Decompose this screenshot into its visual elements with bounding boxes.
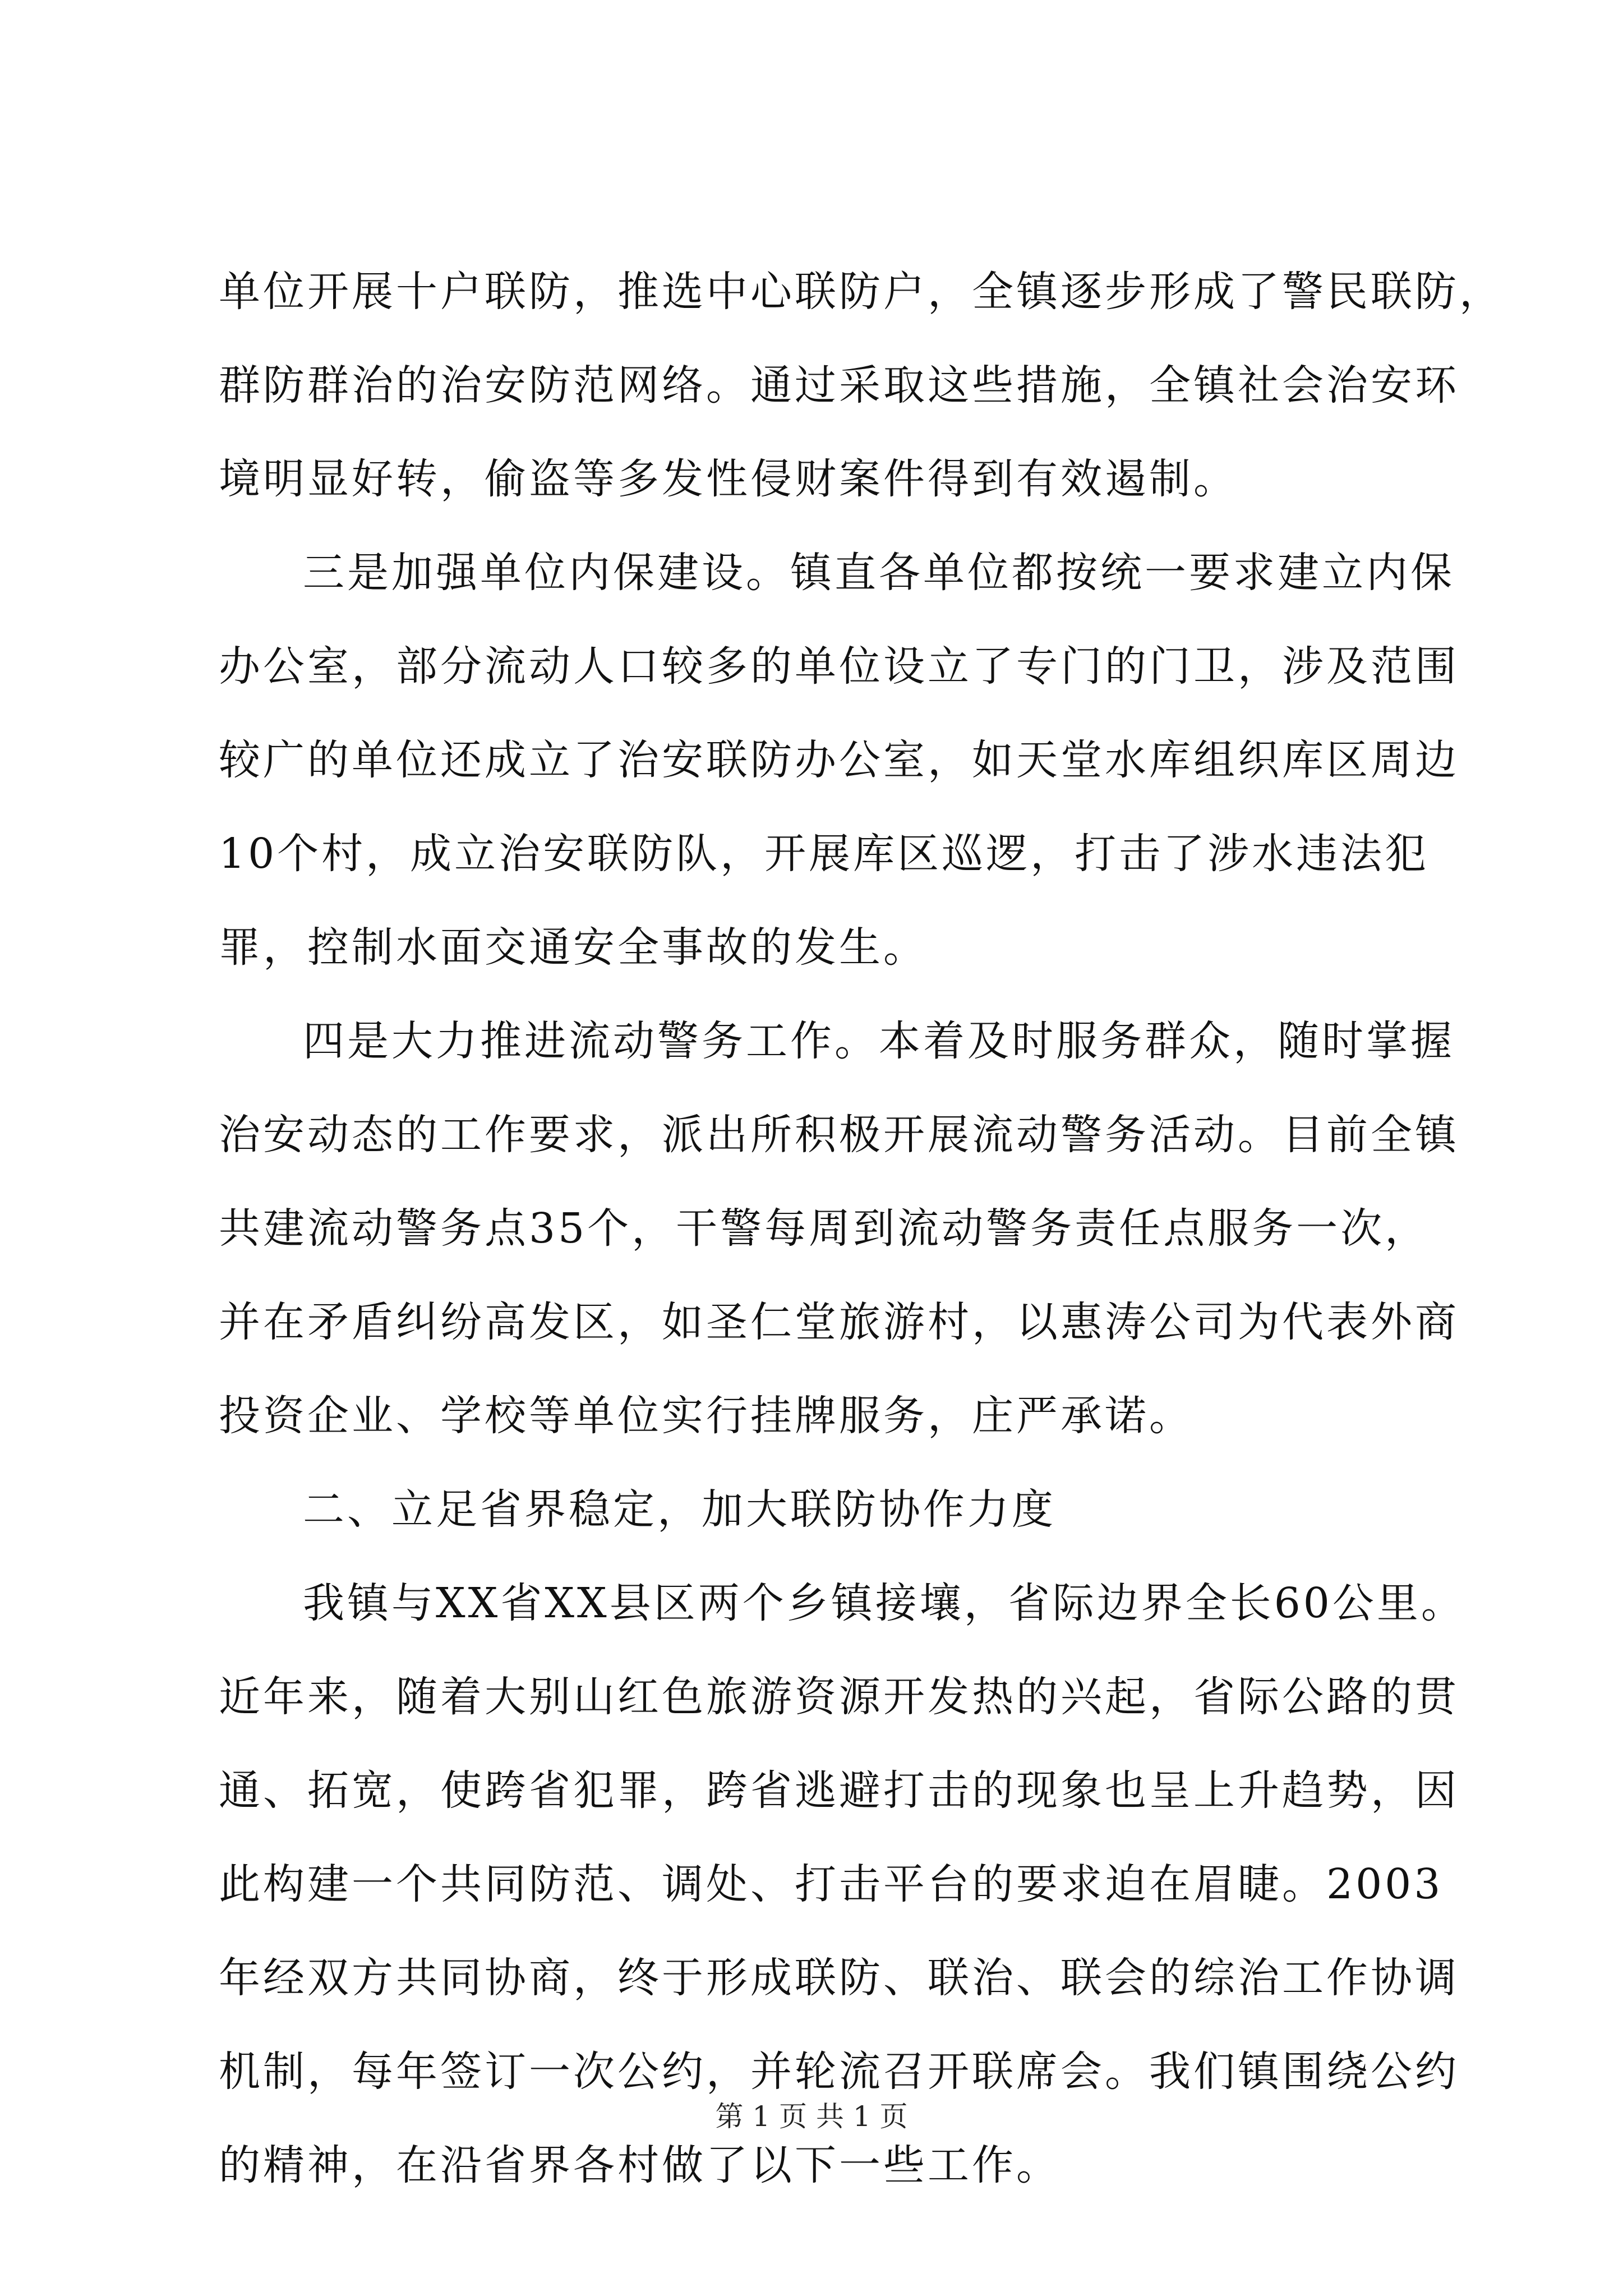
- text-line: 的精神，在沿省界各村做了以下一些工作。: [219, 2141, 1061, 2189]
- text-line: 此构建一个共同防范、调处、打击平台的要求迫在眉睫。2003: [219, 1860, 1444, 1908]
- paragraph-start-line: 我镇与XX省XX县区两个乡镇接壤，省际边界全长60公里。: [303, 1579, 1465, 1627]
- text-line: 机制，每年签订一次公约，并轮流召开联席会。我们镇围绕公约: [219, 2047, 1459, 2096]
- text-line: 罪，控制水面交通安全事故的发生。: [219, 923, 928, 972]
- text-line: 10个村，成立治安联防队，开展库区巡逻，打击了涉水违法犯: [219, 830, 1430, 878]
- paragraph-start-line: 三是加强单位内保建设。镇直各单位都按统一要求建立内保: [303, 549, 1455, 597]
- text-line: 共建流动警务点35个，干警每周到流动警务责任点服务一次，: [219, 1204, 1430, 1253]
- text-line: 年经双方共同协商，终于形成联防、联治、联会的综治工作协调: [219, 1954, 1459, 2002]
- paragraph-start-line: 四是大力推进流动警务工作。本着及时服务群众，随时掌握: [303, 1017, 1455, 1065]
- text-line: 办公室，部分流动人口较多的单位设立了专门的门卫，涉及范围: [219, 642, 1459, 691]
- text-line: 群防群治的治安防范网络。通过采取这些措施，全镇社会治安环: [219, 361, 1459, 409]
- text-line: 投资企业、学校等单位实行挂牌服务，庄严承诺。: [219, 1392, 1193, 1440]
- text-line: 并在矛盾纠纷高发区，如圣仁堂旅游村，以惠涛公司为代表外商: [219, 1298, 1459, 1346]
- text-line: 单位开展十户联防，推选中心联防户，全镇逐步形成了警民联防，: [219, 268, 1504, 316]
- text-line: 境明显好转，偷盗等多发性侵财案件得到有效遏制。: [219, 455, 1238, 503]
- page-number-footer: 第 1 页 共 1 页: [715, 2100, 908, 2133]
- text-line: 较广的单位还成立了治安联防办公室，如天堂水库组织库区周边: [219, 736, 1459, 784]
- text-line: 治安动态的工作要求，派出所积极开展流动警务活动。目前全镇: [219, 1111, 1459, 1159]
- text-line: 通、拓宽，使跨省犯罪，跨省逃避打击的现象也呈上升趋势，因: [219, 1766, 1459, 1815]
- section-heading: 二、立足省界稳定，加大联防协作力度: [303, 1485, 1056, 1534]
- document-body: [219, 264, 1504, 2231]
- text-line: 近年来，随着大别山红色旅游资源开发热的兴起，省际公路的贯: [219, 1673, 1459, 1721]
